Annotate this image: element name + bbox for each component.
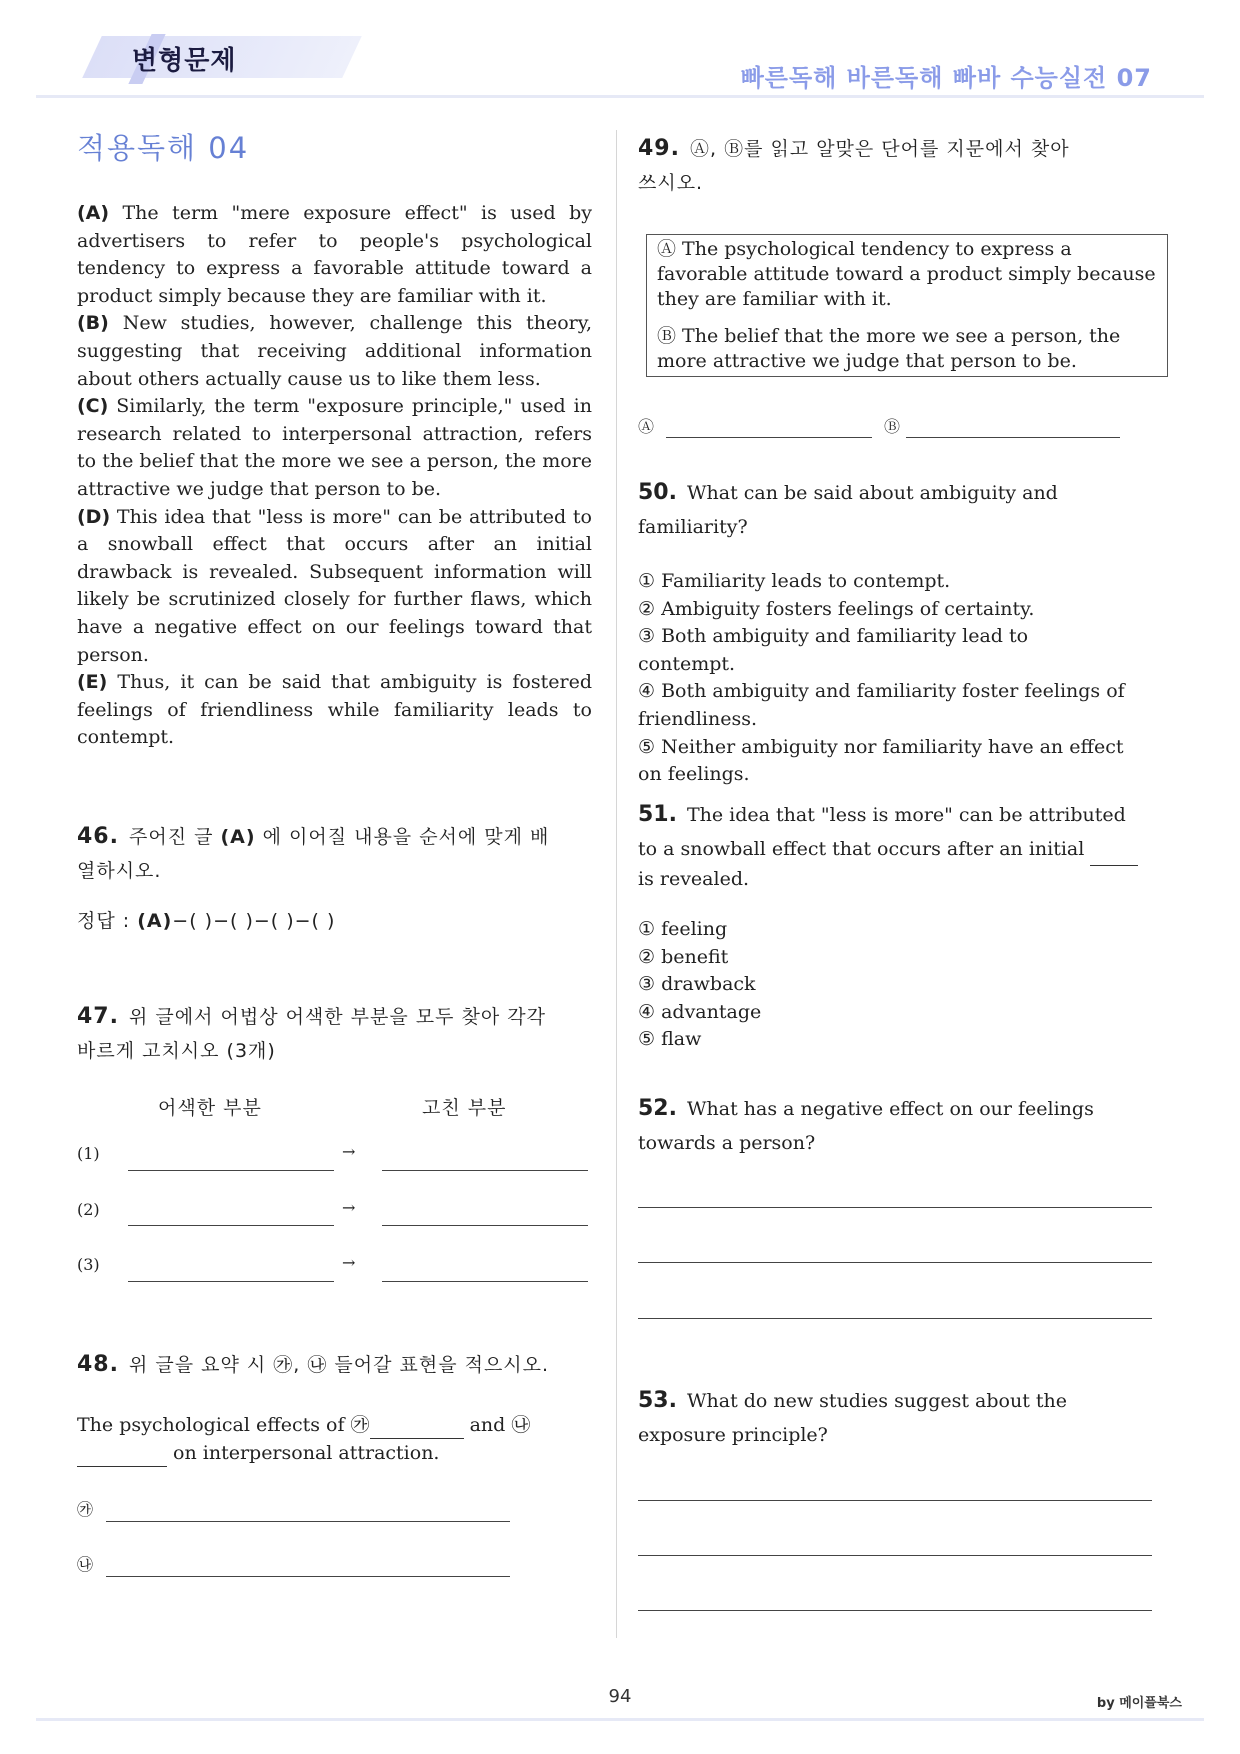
question-50-prompt-cont: familiarity? [638,516,748,538]
q47-row-3-fixed-field[interactable] [382,1281,588,1282]
q47-row-2-wrong-field[interactable] [128,1225,334,1226]
definition-b: Ⓑ The belief that the more we see a person, the more attractive we judge that person to be. [657,325,1121,372]
q51-blank[interactable] [1090,847,1138,866]
q47-row-2-fixed-field[interactable] [382,1225,588,1226]
question-47-prompt-cont: 바르게 고치시오 (3개) [77,1040,276,1062]
series-title: 빠른독해 바른독해 빠바 수능실전 07 [740,64,1152,92]
q48-answer-na-field[interactable] [106,1576,510,1577]
q47-row-1-fixed-field[interactable] [382,1170,588,1171]
column-divider [616,130,617,1638]
passage-paragraph-e: (E) Thus, it can be said that ambiguity is fostered feelings of friendliness while familiarity leads to contempt. [77,671,592,749]
q48-answer-ga-field[interactable] [106,1521,510,1522]
question-49-prompt: 49. Ⓐ, Ⓑ를 읽고 알맞은 단어를 지문에서 찾아 [638,136,1070,161]
definition-a: Ⓐ The psychological tendency to express a favorable attitude toward a product simply because they are familiar with it. [657,238,1156,310]
q50-option-5[interactable]: ⑤ Neither ambiguity nor familiarity have an effect on feelings. [638,735,1124,786]
q51-option-4[interactable]: ④ advantage [638,1000,762,1023]
q51-option-1[interactable]: ① feeling [638,918,728,940]
q50-option-2[interactable]: ② Ambiguity fosters feelings of certainty. [638,597,1035,620]
question-52-prompt-cont: towards a person? [638,1132,816,1154]
q52-answer-line-2[interactable] [638,1262,1152,1263]
question-48-prompt: 48. 위 글을 요약 시 ㉮, ㉯ 들어갈 표현을 적으시오. [77,1352,550,1377]
q50-option-1[interactable]: ① Familiarity leads to contempt. [638,570,951,592]
q48-mark-ga: ㉮ [77,1500,94,1519]
question-53-prompt: 53. What do new studies suggest about the [638,1388,1068,1413]
question-53-prompt-cont: exposure principle? [638,1424,828,1446]
passage-paragraph-c: (C) Similarly, the term "exposure principle," used in research related to interpersonal attraction, refers to the belief that the more we see a person, the more attractive we judge that person to be. [77,395,592,500]
summary-blank-ga[interactable] [370,1416,464,1439]
header-tab [62,34,362,84]
reading-passage [77,200,592,752]
question-51-prompt-end: is revealed. [638,868,750,890]
question-49 [638,132,1158,200]
q50-option-4[interactable]: ④ Both ambiguity and familiarity foster feelings of friendliness. [638,680,1125,730]
q47-row-3-arrow: → [342,1253,356,1272]
question-52-prompt: 52. What has a negative effect on our feelings [638,1096,1094,1121]
q51-option-3[interactable]: ③ drawback [638,973,756,996]
question-47 [77,1000,597,1068]
header-tab-label: 변형문제 [132,46,237,76]
q47-row-1-wrong-field[interactable] [128,1170,334,1171]
q53-answer-line-3[interactable] [638,1610,1152,1611]
question-51-prompt: 51. The idea that "less is more" can be attributed [638,802,1126,827]
q51-options [638,916,938,1054]
q48-mark-na: ㉯ [77,1555,94,1574]
q49-definition-box [646,234,1168,377]
q49-answer-a-field[interactable] [666,437,872,438]
question-47-prompt: 47. 위 글에서 어법상 어색한 부분을 모두 찾아 각각 [77,1004,546,1029]
section-title: 적용독해 04 [77,131,250,165]
q52-answer-line-1[interactable] [638,1207,1152,1208]
question-50-prompt: 50. What can be said about ambiguity and [638,480,1058,505]
summary-blank-na[interactable] [77,1444,167,1467]
q47-row-3-label: (3) [77,1255,100,1274]
q53-answer-line-2[interactable] [638,1555,1152,1556]
footer-rule [36,1718,1204,1721]
question-49-prompt-cont: 쓰시오. [638,172,704,194]
question-46-answer[interactable]: 정답 : (A)−( )−( )−( )−( ) [77,910,336,932]
q50-option-3[interactable]: ③ Both ambiguity and familiarity lead to contempt. [638,625,1029,675]
column-header-wrong: 어색한 부분 [158,1097,262,1119]
question-50 [638,476,1158,544]
q47-row-1-arrow: → [342,1142,356,1161]
q49-mark-b: Ⓑ [884,417,901,436]
q50-options [638,568,1128,789]
q51-option-5[interactable]: ⑤ flaw [638,1028,702,1051]
passage-paragraph-d: (D) This idea that "less is more" can be attributed to a snowball effect that occurs after an initial drawback is revealed. Subsequent information will likely be scrutinized closely for further flaws, which have a negative effect on our feelings toward that person. [77,505,592,666]
question-46-prompt: 46. 주어진 글 (A) 에 이어질 내용을 순서에 맞게 배 [77,824,550,849]
q49-answer-b-field[interactable] [906,437,1120,438]
question-52 [638,1092,1158,1160]
q47-row-2-label: (2) [77,1200,100,1219]
passage-paragraph-b: (B) New studies, however, challenge this theory, suggesting that receiving additional information about others actually cause us to like them less. [77,312,592,390]
q53-answer-line-1[interactable] [638,1500,1152,1501]
q47-row-1-label: (1) [77,1144,100,1163]
question-46 [77,820,597,938]
question-46-prompt-cont: 열하시오. [77,860,162,882]
q52-answer-line-3[interactable] [638,1318,1152,1319]
q47-row-2-arrow: → [342,1198,356,1217]
question-48-summary: The psychological effects of ㉮ and ㉯ on interpersonal attraction. [77,1411,592,1467]
header-rule [36,95,1204,98]
q49-mark-a: Ⓐ [638,417,655,436]
passage-paragraph-a: (A) The term "mere exposure effect" is used by advertisers to refer to people's psychological tendency to express a favorable attitude toward a product simply because they are familiar with it. [77,202,592,307]
question-51-prompt-cont: to a snowball effect that occurs after an initial [638,832,1158,866]
question-51 [638,798,1158,892]
page-number: 94 [608,1686,632,1707]
publisher-brand: by 메이플북스 [1096,1696,1182,1711]
column-header-fixed: 고친 부분 [422,1097,507,1119]
question-53 [638,1384,1158,1452]
q47-row-3-wrong-field[interactable] [128,1281,334,1282]
q51-option-2[interactable]: ② benefit [638,945,729,968]
